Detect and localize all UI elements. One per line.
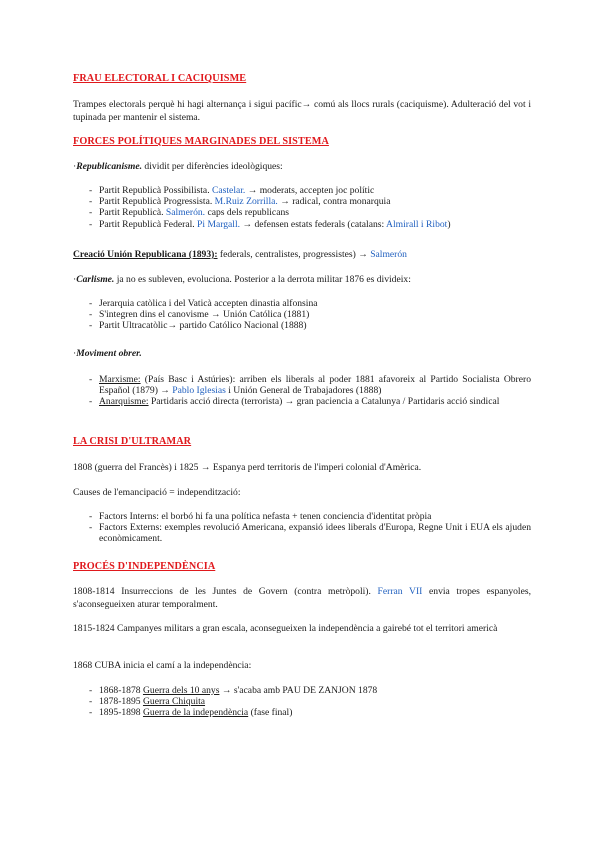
list-item: - S'integren dins el canovisme → Unión Católica (1881) [73,309,531,320]
list-item [73,396,531,407]
party-desc: → defensen estats federals (catalans: [240,218,387,230]
paragraph-frau: Trampes electorals perquè hi hagi alternança i sigui pacífic→ comú als llocs rurals (caciquisme). Adulteració del vot i tupinada per mantenir el sistema. [73,99,531,123]
list-item [73,185,531,196]
party-desc: caps dels republicans [205,207,289,219]
list-item [73,707,531,718]
paragraph-proces-3: 1868 CUBA inicia el camí a la independència: [73,660,252,671]
carlisme-list [73,298,531,332]
leader-name: Pi Margall. [197,218,241,230]
leader-name: M.Ruiz Zorrilla. [214,196,278,208]
list-item [73,696,531,707]
list-item: - Factors Interns: el borbó hi fa una política nefasta + tenen conciencia d'identitat pròpia [73,511,531,522]
moviment-obrer-line: ·Moviment obrer. [73,348,142,359]
union-text: federals, centralistes, progressistes) → [217,249,371,260]
carlisme-line: ·Carlisme. ja no es subleven, evoluciona. Posterior a la derrota militar 1876 es divideix: [73,274,411,285]
war-name: Guerra dels 10 anys [142,685,220,696]
moviment-obrer-label: Moviment obrer. [76,348,142,359]
heading-frau-electoral: FRAU ELECTORAL I CACIQUISME [73,73,247,84]
marxisme-text-end: i Unión General de Trabajadores (1888) [225,385,382,397]
republicanisme-text: dividit per diferències ideològiques: [142,161,283,172]
proces-text: 1808-1814 Insurreccions de les Juntes de Govern (contra metròpoli). [73,586,378,597]
list-item [73,219,531,230]
union-republicana-line [73,249,531,262]
heading-crisi-ultramar: LA CRISI D'ULTRAMAR [73,436,192,447]
leader-name: Castelar. [212,185,246,196]
list-item [73,207,531,218]
list-item [73,685,531,696]
party-desc: → moderats, accepten joc polític [245,185,375,196]
war-dates: 1868-1878 [99,685,143,696]
factors-list [73,511,531,545]
republicanisme-label: Republicanisme. [76,161,143,172]
marxisme-text: (País Basc i Astúries): arriben els liberals al poder 1881 afavoreix al Partido Socialista Obrero Español (1879) → [99,374,531,397]
republicanisme-line: ·Republicanisme. dividit per diferències ideològiques: [73,161,283,172]
carlisme-text: ja no es subleven, evoluciona. Posterior a la derrota militar 1876 es divideix: [114,274,411,285]
war-dates: 1895-1898 [99,707,143,719]
proces-text-end: envia tropes espanyoles, s'aconsegueixen aturar temporalment. [73,586,531,610]
close-paren: ) [447,218,451,230]
leader-name: Salmerón. [165,207,206,219]
war-dates: 1878-1895 [99,696,143,708]
union-leader: Salmerón [370,249,407,260]
marxisme-label: Marxisme: [99,374,141,385]
war-name: Guerra Chiquita [142,696,206,708]
republican-parties-list [73,185,531,230]
carlisme-label: Carlisme. [76,274,115,285]
list-item: - Partit Ultracatòlic→ partido Católico Nacional (1888) [73,320,531,331]
list-item: - Factors Externs: exemples revolució Americana, expansió idees liberals d'Europa, Regne Unit i EUA els ajuden econòmicament. [73,522,531,544]
list-item: - Jerarquia catòlica i del Vaticà accepten dinastia alfonsina [73,298,531,309]
party-name: Partit Republicà Federal. [99,218,198,230]
heading-forces-politiques: FORCES POLÍTIQUES MARGINADES DEL SISTEMA [73,136,329,147]
anarquisme-text: Partidaris acció directa (terrorista) → gran paciencia a Catalunya / Partidaris acció sindical [148,396,500,408]
catalan-leaders: Almirall i Ribot [386,218,448,230]
war-note: (fase final) [248,707,293,719]
union-label: Creació Unión Republicana (1893): [73,249,218,260]
paragraph-proces-1 [73,586,531,611]
party-name: Partit Republicà. [99,207,166,219]
moviment-obrer-list [73,374,531,408]
party-desc: → radical, contra monarquia [277,196,391,208]
paragraph-crisi-2: Causes de l'emancipació = independització: [73,487,241,498]
list-item [73,374,531,396]
party-name: Partit Republicà Progressista. [99,196,215,208]
war-name: Guerra de la independència [142,707,249,719]
paragraph-proces-2: 1815-1824 Campanyes militars a gran escala, aconsegueixen la independència a gairebé tot el territori americà [73,623,498,634]
heading-proces-independencia: PROCÉS D'INDEPENDÈNCIA [73,561,216,572]
cuba-wars-list [73,685,531,719]
ferran-vii: Ferran VII [377,586,423,597]
marxisme-leader: Pablo Iglesias [172,385,226,397]
party-name: Partit Republicà Possibilista. [99,185,212,196]
list-item [73,196,531,207]
war-note: → s'acaba amb PAU DE ZANJON 1878 [219,685,378,696]
paragraph-crisi-1: 1808 (guerra del Francès) i 1825 → Espanya perd territoris de l'imperi colonial d'Amèrica. [73,462,422,473]
anarquisme-label: Anarquisme: [99,396,149,408]
